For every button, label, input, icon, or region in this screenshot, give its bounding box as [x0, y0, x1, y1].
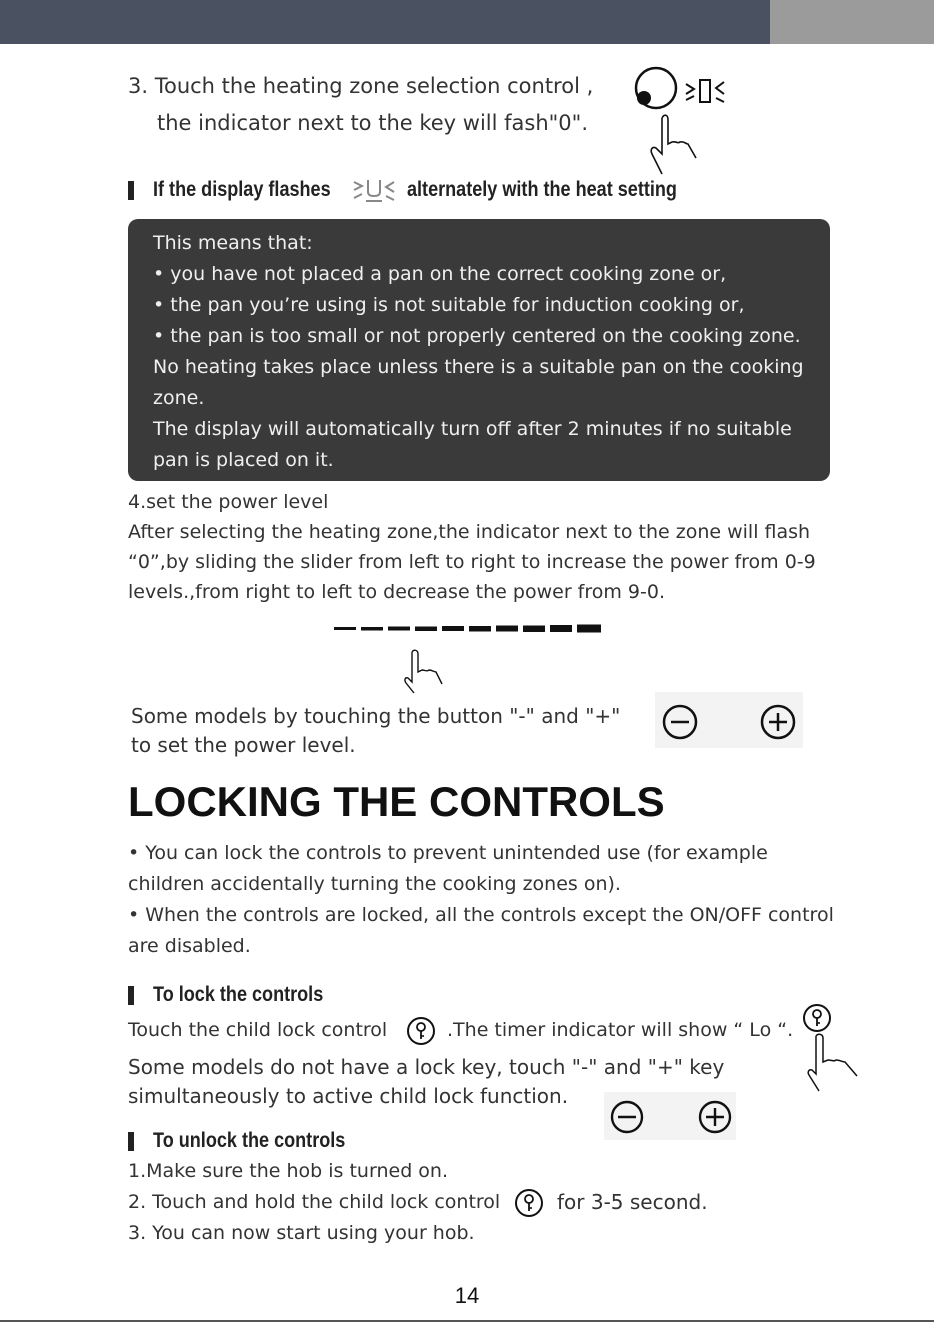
lock-line3: simultaneously to active child lock function.	[128, 1084, 569, 1108]
hand-pointer-icon	[808, 1034, 862, 1094]
locking-line: • You can lock the controls to prevent unintended use (for example	[128, 842, 768, 864]
unlock-line2-before: 2. Touch and hold the child lock control	[128, 1191, 501, 1213]
models-power-line1: Some models by touching the button "-" and "+"	[131, 704, 621, 728]
minus-icon[interactable]	[662, 704, 698, 740]
locking-line: children accidentally turning the cooking zones on).	[128, 873, 621, 895]
subheading-marker	[128, 1132, 134, 1151]
info-line: • the pan you’re using is not suitable for induction cooking or,	[153, 294, 745, 316]
lock-touch-before: Touch the child lock control	[128, 1019, 388, 1041]
child-lock-icon[interactable]	[514, 1188, 544, 1218]
info-line: • you have not placed a pan on the correct cooking zone or,	[153, 263, 727, 285]
info-line: No heating takes place unless there is a suitable pan on the cooking	[153, 356, 804, 378]
header-bar	[0, 0, 770, 44]
subheading-marker	[128, 181, 134, 200]
locking-line: are disabled.	[128, 935, 251, 957]
subheading-marker	[128, 986, 134, 1005]
unlock-heading: To unlock the controls	[153, 1129, 346, 1152]
info-box	[128, 219, 830, 481]
minus-icon[interactable]	[610, 1100, 644, 1134]
lock-line2: Some models do not have a lock key, touch "-" and "+" key	[128, 1055, 725, 1079]
page-number: 14	[454, 1283, 480, 1308]
info-line: zone.	[153, 387, 205, 409]
lock-heading: To lock the controls	[153, 983, 324, 1006]
step4-line: After selecting the heating zone,the indicator next to the zone will flash	[128, 521, 811, 543]
flash-heading-before: If the display flashes	[153, 178, 331, 201]
locking-line: • When the controls are locked, all the controls except the ON/OFF control	[128, 904, 834, 926]
step4-line: levels.,from right to left to decrease the power from 9-0.	[128, 581, 666, 603]
info-line: The display will automatically turn off after 2 minutes if no suitable	[153, 418, 792, 440]
slider-bar-icon	[334, 622, 604, 634]
zone-select-icon	[632, 66, 732, 176]
step3-line1: 3. Touch the heating zone selection control ,	[128, 74, 594, 98]
info-line: This means that:	[153, 232, 313, 254]
child-lock-icon[interactable]	[802, 1003, 832, 1033]
hand-pointer-icon	[406, 650, 446, 694]
flash-heading-after: alternately with the heat setting	[407, 178, 677, 201]
info-line: pan is placed on it.	[153, 449, 334, 471]
footer-rule	[0, 1320, 934, 1322]
unlock-line1: 1.Make sure the hob is turned on.	[128, 1160, 448, 1182]
step4-line: “0”,by sliding the slider from left to right to increase the power from 0-9	[128, 551, 816, 573]
models-power-line2: to set the power level.	[131, 733, 356, 757]
plus-icon[interactable]	[698, 1100, 732, 1134]
header-accent	[770, 0, 934, 44]
unlock-line2-after: for 3-5 second.	[557, 1190, 708, 1214]
unlock-line3: 3. You can now start using your hob.	[128, 1222, 475, 1244]
flashing-u-icon	[350, 176, 398, 204]
step3-line2: the indicator next to the key will fash"0".	[157, 111, 589, 135]
info-line: • the pan is too small or not properly centered on the cooking zone.	[153, 325, 801, 347]
plus-icon[interactable]	[760, 704, 796, 740]
child-lock-icon[interactable]	[406, 1016, 436, 1046]
hand-pointer-icon	[651, 115, 696, 174]
lock-touch-after: .The timer indicator will show “ Lo “.	[447, 1019, 794, 1041]
step4-line: 4.set the power level	[128, 491, 329, 513]
section-title: LOCKING THE CONTROLS	[128, 778, 665, 825]
